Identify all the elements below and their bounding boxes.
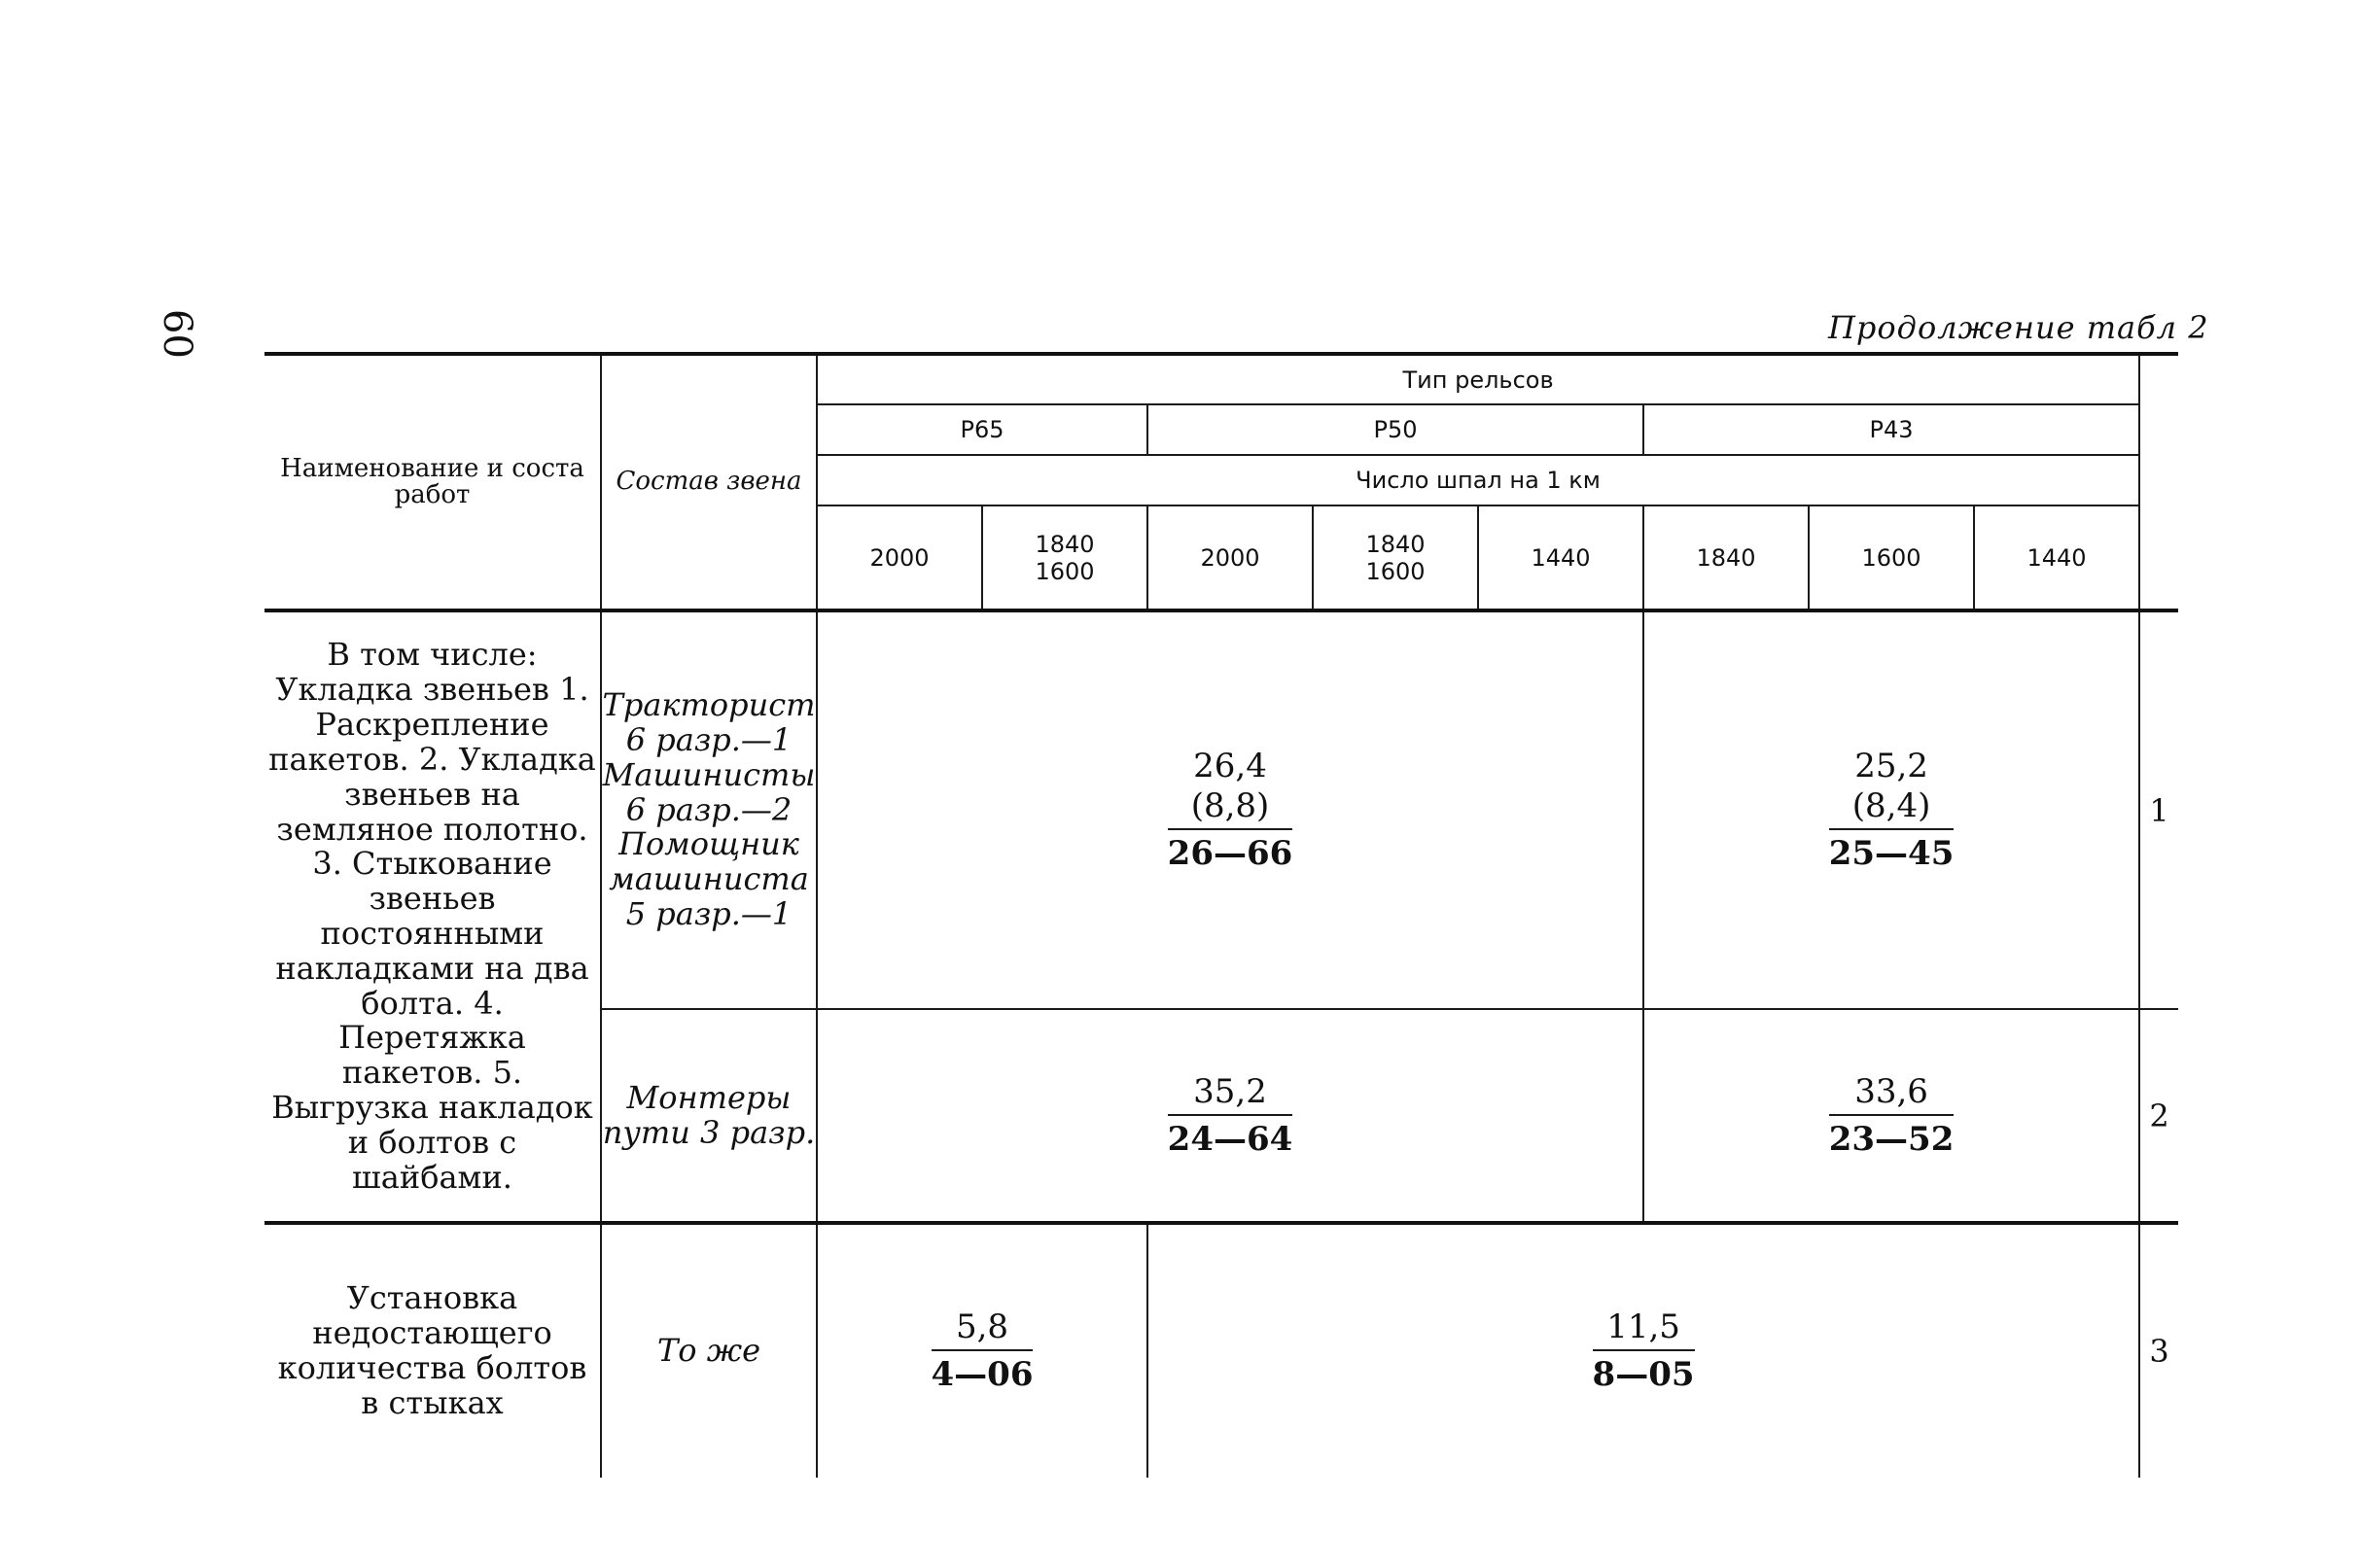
row-work-description xyxy=(264,610,601,1223)
sleeper-count: 1440 xyxy=(2026,543,2087,572)
row-number: 3 xyxy=(2139,1223,2178,1478)
header-sleepers-label: Число шпал на 1 км xyxy=(1356,467,1601,494)
value-denominator: 8—05 xyxy=(1592,1355,1695,1394)
crew-text: Тракторист 6 разр.—1 Машинисты 6 разр.—2 Помощник машиниста 5 разр.—1 xyxy=(602,686,816,933)
value-denominator: 26—66 xyxy=(1167,833,1293,873)
value-numerator xyxy=(1168,747,1293,830)
row-number: 2 xyxy=(2139,1009,2178,1223)
page-number: 60 xyxy=(155,309,199,359)
sleeper-count: 1840 1600 xyxy=(1365,530,1426,585)
header-crew xyxy=(601,354,817,610)
header-sleepers xyxy=(817,455,2139,505)
value-cell xyxy=(1147,1223,2139,1478)
header-crew-label: Состав звена xyxy=(616,467,802,497)
value-cell xyxy=(817,1009,1643,1223)
sleeper-count: 1440 xyxy=(1531,543,1591,572)
value-main: 26,4 xyxy=(1193,747,1267,786)
rail-p43-label: Р43 xyxy=(1869,416,1914,443)
value-numerator: 11,5 xyxy=(1593,1307,1695,1351)
rail-p65-label: Р65 xyxy=(960,416,1004,443)
header-rail-type-label: Тип рельсов xyxy=(1402,366,1554,394)
row-work-description xyxy=(264,1223,601,1478)
sleeper-count-cell xyxy=(1478,505,1643,610)
value-denominator: 24—64 xyxy=(1167,1119,1293,1159)
sleeper-count-cell xyxy=(817,505,982,610)
sleeper-count-cell xyxy=(1809,505,1974,610)
header-work-name xyxy=(264,354,601,610)
value-paren: (8,4) xyxy=(1851,786,1931,826)
value-fraction xyxy=(1829,747,1955,873)
sleeper-count: 1840 1600 xyxy=(1035,530,1095,585)
sleeper-count: 2000 xyxy=(869,543,930,572)
row-crew xyxy=(601,610,817,1009)
row-crew xyxy=(601,1009,817,1223)
sleeper-count: 1840 xyxy=(1696,543,1756,572)
value-cell xyxy=(1643,1009,2139,1223)
sleeper-count-cell xyxy=(1147,505,1313,610)
header-rail-p50 xyxy=(1147,404,1643,455)
value-fraction xyxy=(1168,1072,1293,1160)
value-denominator: 23—52 xyxy=(1828,1119,1955,1159)
work-description-text: Установка недостающего количества болтов в стыках xyxy=(277,1279,587,1421)
header-rail-p43 xyxy=(1643,404,2139,455)
value-numerator xyxy=(1829,747,1955,830)
value-fraction xyxy=(1593,1307,1695,1395)
header-rail-p65 xyxy=(817,404,1147,455)
header-number-column xyxy=(2139,354,2178,610)
rail-p50-label: Р50 xyxy=(1373,416,1418,443)
value-fraction xyxy=(1168,747,1293,873)
value-cell xyxy=(817,1223,1147,1478)
value-fraction xyxy=(932,1307,1034,1395)
value-fraction xyxy=(1829,1072,1955,1160)
sleeper-count-cell xyxy=(982,505,1147,610)
crew-text: То же xyxy=(656,1332,761,1370)
norms-table xyxy=(264,352,2178,1478)
value-main: 25,2 xyxy=(1854,747,1928,786)
value-numerator: 5,8 xyxy=(932,1307,1034,1351)
header-rail-type xyxy=(817,354,2139,404)
row-crew xyxy=(601,1223,817,1478)
value-denominator: 4—06 xyxy=(931,1355,1034,1394)
sleeper-count: 2000 xyxy=(1200,543,1260,572)
sleeper-count-cell xyxy=(1313,505,1478,610)
work-description-text: В том числе: Укладка звеньев 1. Раскрепление пакетов. 2. Укладка звеньев на земляное полотно. 3. Стыкование звеньев постоянными накладками на два болта. 4. Перетяжка пакетов. 5. Выгрузка накладок и болтов с шайбами. xyxy=(268,636,596,1196)
header-work-name-label: Наименование и соста работ xyxy=(280,453,584,509)
value-numerator: 35,2 xyxy=(1168,1072,1293,1116)
sleeper-count-cell xyxy=(1643,505,1809,610)
value-denominator: 25—45 xyxy=(1828,833,1955,873)
table-continuation-caption: Продолжение табл 2 xyxy=(1828,309,2209,346)
sleeper-count-cell xyxy=(1974,505,2139,610)
value-numerator: 33,6 xyxy=(1829,1072,1955,1116)
value-cell xyxy=(1643,610,2139,1009)
sleeper-count: 1600 xyxy=(1861,543,1921,572)
value-cell xyxy=(817,610,1643,1009)
crew-text: Монтеры пути 3 разр. xyxy=(602,1078,816,1151)
value-paren: (8,8) xyxy=(1190,786,1270,826)
row-number: 1 xyxy=(2139,610,2178,1009)
